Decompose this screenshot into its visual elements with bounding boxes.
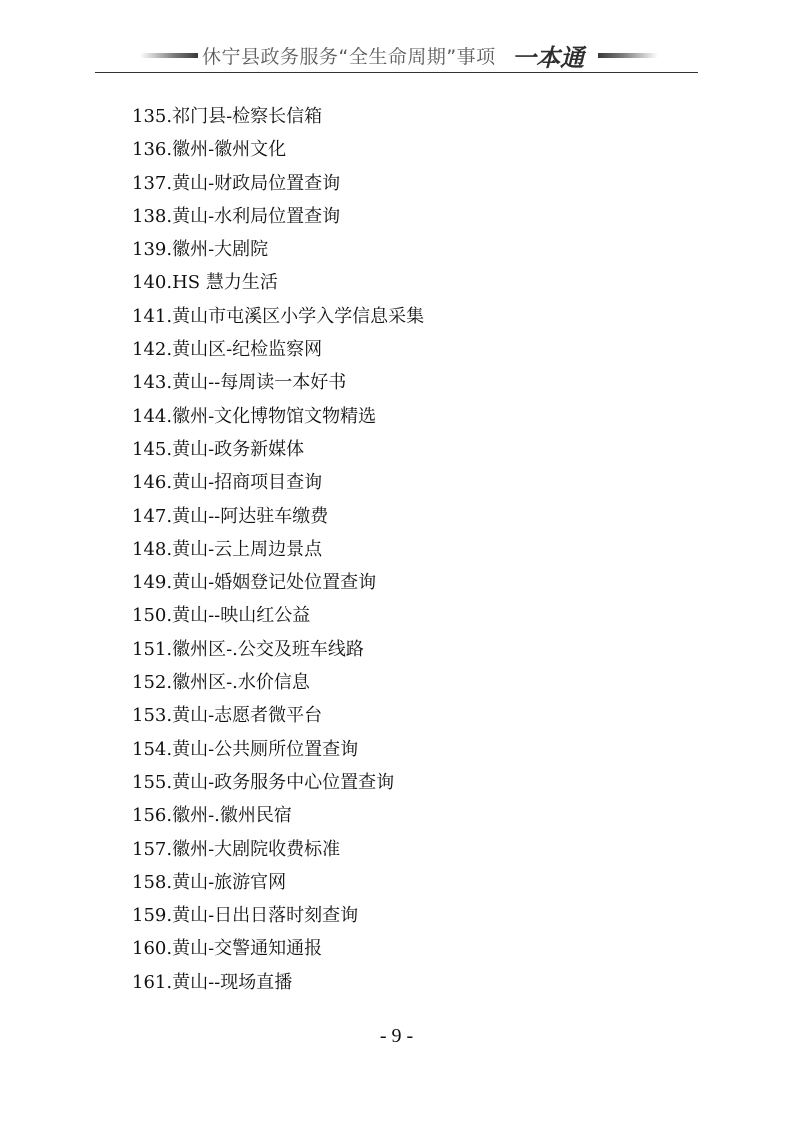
list-item: 143.黄山--每周读一本好书 (132, 372, 347, 394)
list-item: 142.黄山区-纪检监察网 (132, 339, 323, 361)
list-item: 149.黄山-婚姻登记处位置查询 (132, 572, 377, 594)
list-item: 138.黄山-水利局位置查询 (132, 205, 341, 227)
header-brand: 一本通 (512, 44, 584, 72)
list-item: 141.黄山市屯溪区小学入学信息采集 (132, 305, 425, 327)
list-item: 140.HS 慧力生活 (132, 272, 278, 294)
header-decoration-right (598, 53, 658, 58)
list-item: 154.黄山-公共厕所位置查询 (132, 738, 359, 760)
list-item: 157.徽州-大剧院收费标准 (132, 838, 341, 860)
list-item: 147.黄山--阿达驻车缴费 (132, 505, 329, 527)
list-item: 151.徽州区-.公交及班车线路 (132, 638, 364, 660)
list-item: 160.黄山-交警通知通报 (132, 938, 323, 960)
list-item: 139.徽州-大剧院 (132, 239, 269, 261)
header-divider (95, 72, 698, 73)
list-item: 144.徽州-文化博物馆文物精选 (132, 405, 377, 427)
list-item: 156.徽州-.徽州民宿 (132, 805, 292, 827)
header-title: 休宁县政务服务“全生命周期”事项 (202, 46, 496, 68)
service-item-list (132, 100, 424, 999)
page-header (0, 36, 793, 76)
list-item: 161.黄山--现场直播 (132, 971, 293, 993)
list-item: 159.黄山-日出日落时刻查询 (132, 905, 359, 927)
page-number: - 9 - (379, 1025, 414, 1047)
list-item: 135.祁门县-检察长信箱 (132, 106, 323, 127)
header-decoration-left (140, 53, 198, 58)
list-item: 155.黄山-政务服务中心位置查询 (132, 771, 395, 793)
list-item: 137.黄山-财政局位置查询 (132, 172, 341, 194)
list-item: 136.徽州-徽州文化 (132, 139, 287, 161)
list-item: 145.黄山-政务新媒体 (132, 438, 305, 460)
list-item: 158.黄山-旅游官网 (132, 871, 287, 893)
list-item: 150.黄山--映山红公益 (132, 605, 311, 627)
list-item: 153.黄山-志愿者微平台 (132, 705, 323, 727)
list-item: 146.黄山-招商项目查询 (132, 472, 323, 494)
list-item: 148.黄山-云上周边景点 (132, 538, 323, 560)
list-item: 152.徽州区-.水价信息 (132, 672, 310, 694)
